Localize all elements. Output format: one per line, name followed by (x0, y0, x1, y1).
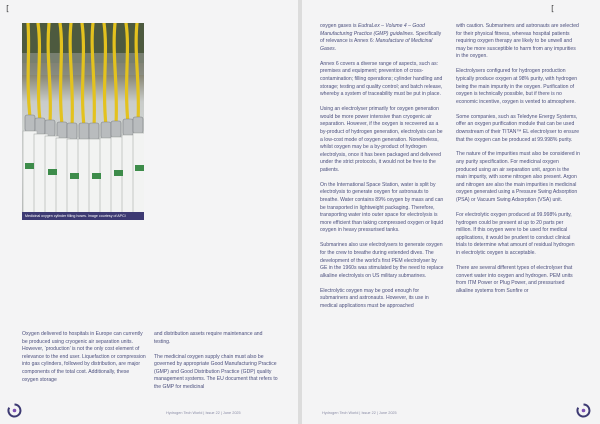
page-footer: Hydrogen Tech World | Issue 22 | June 2025 (166, 411, 241, 415)
paragraph: Annex 6 covers a diverse range of aspects, such as: premises and equipment; prevention of cross-contamination; filling operations; cylinder handling and storage; testing and quality control; and batch release, whereby a system of traceability must be put in place. (320, 60, 443, 98)
page-corner-bracket: [ (5, 4, 10, 13)
article-column-2 (154, 331, 278, 392)
photo-caption: Medicinal oxygen cylinder filling hoses. Image courtesy of APCI (22, 212, 144, 220)
paragraph: Oxygen delivered to hospitals in Europe can currently be produced using cryogenic air separation units. However, ‘production’ is not the only cost element of relevance to the end user. Liquefaction or compression into gas cylinders, followed by distribution, are major components of the total cost. Additionally, these oxygen storage (22, 331, 146, 383)
paragraph: with caution. Submariners and astronauts are selected for their physical fitness, whereas hospital patients requiring oxygen therapy are likely to be unwell and may be more susceptible to harm from any impurities in the oxygen. (456, 23, 579, 60)
article-column-1 (22, 331, 146, 384)
paragraph: The medicinal oxygen supply chain must also be governed by appropriate Good Manufacturing Practice (GMP) and Good Distribution Practice (GDP) quality management systems. The EU document that refers to the GMP for medicinal (154, 353, 278, 390)
publication-title: Manufacture of Medicinal Gases. (320, 38, 433, 52)
publication-title: EudraLex – Volume 4 – Good Manufacturing Practice (GMP) guidelines. (320, 23, 425, 37)
paragraph: There are several different types of electrolyser that convert water into oxygen and hydrogen. PEM units from ITM Power or Plug Power, and pressurised alkaline systems from Sunfire or (456, 264, 573, 294)
text-run: oxygen gases is (320, 23, 357, 29)
left-page (0, 0, 298, 424)
paragraph: Electrolysers configured for hydrogen production typically produce oxygen at 98% purity, with hydrogen being the main impurity in the oxygen. Purification of oxygen is technically possible, but if there is no economic incentive, oxygen is vented to atmosphere. (456, 68, 578, 105)
publication-logo-icon (7, 403, 22, 418)
paragraph: and distribution assets require maintenance and testing. (154, 331, 263, 345)
paragraph (320, 23, 444, 53)
page-corner-bracket: [ (550, 4, 555, 13)
paragraph: The nature of the impurities must also be considered in any purity specification. For medicinal oxygen produced using an air separation unit, argon is the main impurity, with some nitrogen also present. Argon and nitrogen are also the main impurities in medicinal oxygen generated using a Pressure Swing Adsorption (PSA) or Vacuum Swing Adsorption (VSA) unit. (456, 151, 581, 204)
article-column-4 (456, 23, 580, 295)
paragraph: Using an electrolyser primarily for oxygen generation would be more power intensive than cryogenic air separation. However, if the oxygen is recovered as a by-product of hydrogen generation, electrolysis can be a low-cost mode of oxygen generation. Nonetheless, whilst oxygen may be a by-product of hydrogen electrolysis, once it has been packaged and delivered under the strict protocols, it would not be free to the patients. (320, 106, 443, 173)
paragraph: On the International Space Station, water is split by electrolysis to generate oxygen for astronauts to breathe. Water contains 89% oxygen by mass and can be transported in lightweight packaging. Therefore, transporting water into outer space for electrolysis is more efficient than taking compressed oxygen or liquid oxygen in heavy pressurised tanks. (320, 181, 444, 234)
publication-logo-icon (576, 403, 591, 418)
right-page (302, 0, 600, 424)
paragraph: For electrolytic oxygen produced at 99.998% purity, hydrogen could be present at up to 20 parts per million. If this oxygen were to be used for medical applications, it would be prudent to conduct clinical trials to determine what amount of residual hydrogen in electrolytic oxygen is acceptable. (456, 212, 575, 256)
paragraph: Some companies, such as Teledyne Energy Systems, offer an oxygen purification module that can be used downstream of their TITAN™ EL electrolyser to ensure that the oxygen can be produced at 99.998% purity. (456, 113, 580, 143)
paragraph: Electrolytic oxygen may be good enough for submariners and astronauts. However, its use in medical applications must be approached (320, 287, 429, 309)
paragraph: Submarines also use electrolysers to generate oxygen for the crew to breathe during extended dives. The development of the world’s first PEM electrolyser by GE in the 1960s was stimulated by the need to replace alkaline electrolysis on US military submarines. (320, 242, 444, 279)
oxygen-cylinder-photo (22, 23, 144, 220)
page-footer: Hydrogen Tech World | Issue 22 | June 2025 (322, 411, 397, 415)
text-run: Specifically of relevance is Annex 6: (320, 30, 442, 45)
article-column-3 (320, 23, 444, 311)
